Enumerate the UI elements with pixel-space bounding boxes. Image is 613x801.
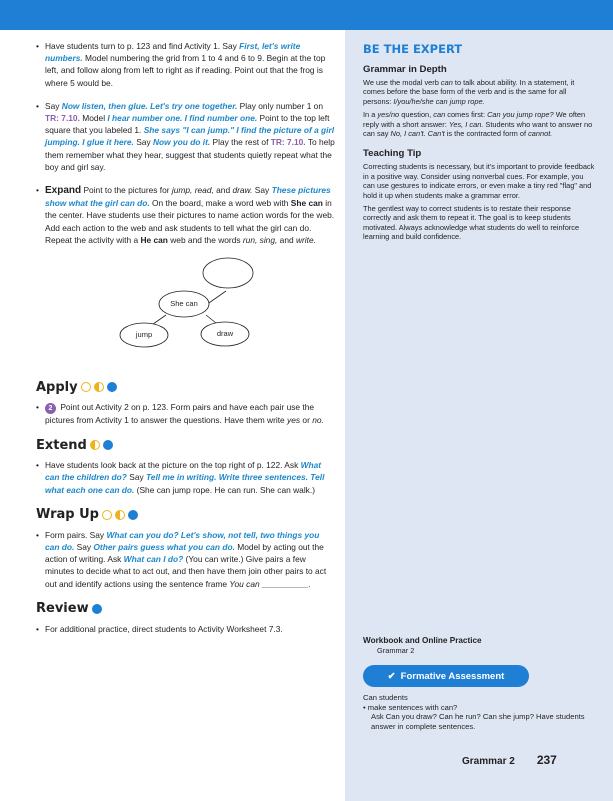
word-web-lines bbox=[36, 257, 336, 365]
top-color-bar bbox=[0, 0, 613, 30]
level-full-icon bbox=[103, 440, 113, 450]
apply-heading: Apply bbox=[36, 379, 336, 395]
track-reference: TR: 7.10. bbox=[45, 113, 80, 124]
level-open-icon bbox=[81, 382, 91, 392]
level-open-icon bbox=[102, 510, 112, 520]
review-heading: Review bbox=[36, 601, 336, 617]
level-full-icon bbox=[128, 510, 138, 520]
level-half-icon bbox=[115, 510, 125, 520]
grammar-in-depth-heading: Grammar in Depth bbox=[363, 64, 447, 75]
formative-assessment-badge: ✔ Formative Assessment bbox=[363, 665, 529, 687]
expand-label: Expand bbox=[45, 185, 82, 197]
formative-item: • make sentences with can? bbox=[363, 702, 458, 712]
footer-section: Grammar 2 bbox=[462, 756, 515, 767]
review-instruction: • For additional practice, direct students to Activity Worksheet 7.3. bbox=[36, 623, 283, 634]
extend-instruction: • Have students look back at the picture on the top right of p. 122. Ask What can the children do? Say Tell me in writing. Write three sentences. Tell what each one can do. (She can jump rope. He can run. She can walk.) bbox=[36, 460, 325, 495]
extend-heading: Extend bbox=[36, 437, 336, 453]
instruction-listen-glue: • Say Now listen, then glue. Let's try one together. Play only number 1 on TR: 7.10. Model I hear number one. I find number one. Point to the top left square that you labeled 1. She says "I can jump." I find the picture of a girl jumping. I glue it here. Say Now you do it. Play the rest of TR: 7.10. To help them remember what they hear, suggest that students quietly repeat what the boy and girl say. bbox=[36, 100, 335, 172]
workbook-subtitle: Grammar 2 bbox=[377, 646, 415, 655]
instruction-activity-1: • Have students turn to p. 123 and find Activity 1. Say First, let's write numbers. Model numbering the grid from 1 to 4 and 6 to 9. Begin at the top left, and follow along from left to right as if reading. Point out that the frog is where 5 would be. bbox=[36, 41, 326, 88]
teaching-tip-paragraph-2: The gentlest way to correct students is to restate their response correctly and ask them to repeat it. The goal is to keep students motivated. Always acknowledge what students do well to reinforce learning and build confidence. bbox=[363, 204, 580, 242]
main-column bbox=[36, 40, 336, 646]
level-half-icon bbox=[90, 440, 100, 450]
level-full-icon bbox=[92, 604, 102, 614]
instruction-expand: • Expand Point to the pictures for jump, read, and draw. Say These pictures show what the girl can do. On the board, make a word web with She can in the center. Have students use their pictures to name action words for the web. Add each action to the web and ask students to tell what the girl can do. Repeat the activity with a He can web and the words run, sing, and write. bbox=[36, 185, 335, 245]
page-number: 237 bbox=[536, 753, 557, 767]
wrap-up-instruction: • Form pairs. Say What can you do? Let's show, not tell, two things you can do. Say Other pairs guess what you can do. Model by acting out the action of writing. Ask What can I do? (You can write.) Give pairs a few minutes to decide what to act out, and then have them join other pairs to act out and identify actions using the sentence frame You can __________. bbox=[36, 529, 327, 589]
formative-ask: Ask Can you draw? Can he run? Can she jump? Have students answer in complete sentences. bbox=[371, 712, 585, 731]
word-web-diagram bbox=[36, 257, 336, 365]
teaching-tip-heading: Teaching Tip bbox=[363, 148, 422, 160]
expert-sidebar bbox=[363, 42, 595, 246]
activity-number-badge: 2 bbox=[45, 403, 56, 414]
workbook-title: Workbook and Online Practice bbox=[363, 636, 482, 645]
web-left-node: jump bbox=[135, 330, 153, 340]
level-half-icon bbox=[94, 382, 104, 392]
workbook-and-assessment bbox=[363, 636, 595, 731]
grammar-paragraph-1: We use the modal verb can to talk about ability. In a statement, it comes before the base form of the verb and is the same for all persons: I/you/he/she can jump rope. bbox=[363, 78, 575, 106]
sidebar-title: BE THE EXPERT bbox=[363, 42, 463, 56]
wrap-up-heading: Wrap Up bbox=[36, 507, 336, 523]
teaching-tip-paragraph-1: Correcting students is necessary, but it's important to provide feedback in a positive way. Consider using nonverbal cues. For example, you can use gestures to indicate errors, or even make a tiny red "flag" and hold it up when students make a grammar error. bbox=[363, 162, 595, 200]
check-icon: ✔ bbox=[387, 670, 396, 682]
web-right-node: draw bbox=[216, 329, 234, 339]
top-node-shape bbox=[203, 258, 253, 288]
apply-instruction: • 2 Point out Activity 2 on p. 123. Form pairs and have each pair use the pictures from Activity 1 to answer the questions. Have them write yes or no. bbox=[36, 402, 324, 426]
formative-intro: Can students bbox=[363, 693, 408, 702]
level-full-icon bbox=[107, 382, 117, 392]
web-center-node: She can bbox=[170, 299, 198, 309]
track-reference: TR: 7.10. bbox=[270, 137, 306, 148]
grammar-paragraph-2: In a yes/no question, can comes first: Can you jump rope? We often reply with a short answer: Yes, I can. Students who want to answer no can say No, I can't. Can't is the contracted form of cannot. bbox=[363, 110, 593, 139]
page-footer bbox=[462, 753, 557, 767]
